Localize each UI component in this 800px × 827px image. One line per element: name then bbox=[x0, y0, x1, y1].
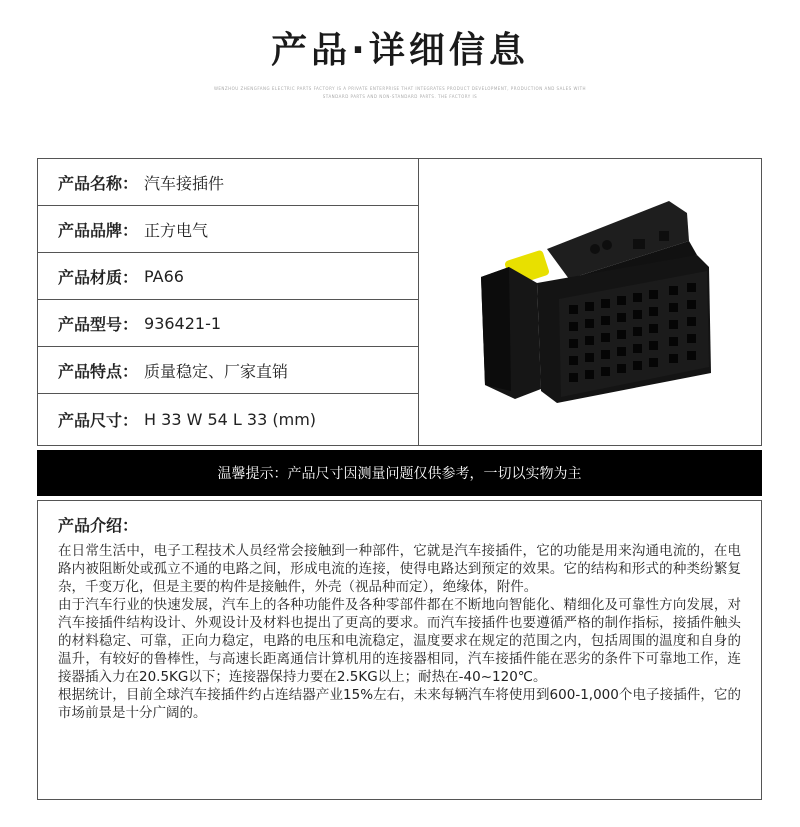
intro-paragraph: 根据统计，目前全球汽车接插件约占连结器产业15%左右，未来每辆汽车将使用到600-1,000个电子接插件，它的市场前景是十分广阔的。 bbox=[58, 687, 741, 721]
page-subtitle-line2: STANDARD PARTS AND NON-STANDARD PARTS. THE FACTORY IS bbox=[322, 94, 478, 99]
spec-row-features bbox=[38, 347, 418, 394]
spec-table bbox=[37, 158, 762, 446]
intro-paragraph: 在日常生活中，电子工程技术人员经常会接触到一种部件，它就是汽车接插件，它的功能是用来沟通电流的，在电路内被阻断处或孤立不通的电路之间，形成电流的连接，使得电路达到预定的效果。它的结构和形式的种类纷繁复杂，千变万化，但是主要的构件是接触件，外壳（视品种而定），绝缘体，附件。 bbox=[58, 543, 741, 595]
spec-rows bbox=[38, 159, 419, 445]
spec-label: 产品尺寸： bbox=[58, 411, 139, 430]
notice-banner: 温馨提示：产品尺寸因测量问题仅供参考，一切以实物为主 bbox=[37, 450, 762, 496]
page-subtitle-line1: WENZHOU ZHENGFANG ELECTRIC PARTS FACTORY IS A PRIVATE ENTERPRISE THAT INTEGRATES PRODUCT DEVELOPMENT, PRODUCTION AND SALES WITH bbox=[213, 86, 587, 91]
spec-value: H 33 W 54 L 33 (mm) bbox=[144, 410, 317, 429]
page-title: 产品·详细信息 bbox=[271, 30, 529, 71]
spec-value: 正方电气 bbox=[144, 220, 209, 240]
intro-paragraph: 由于汽车行业的快速发展，汽车上的各种功能件及各种零部件都在不断地向智能化、精细化及可靠性方向发展，对汽车接插件结构设计、外观设计及材料也提出了更高的要求。而汽车接插件也要遵循严格的制作指标，接插件触头的材料稳定、可靠，正向力稳定，电路的电压和电流稳定，温度要求在规定的范围之内，包括周围的温度和自身的温升，有较好的鲁棒性，与高速长距离通信计算机用的连接器相同，汽车接插件能在恶劣的条件下可靠地工作，连接器插入力在20.5KG以下；连接器保持力要在2.5KG以上；耐热在-40~120℃。 bbox=[58, 597, 741, 685]
spec-label: 产品名称： bbox=[58, 173, 139, 193]
spec-row-brand bbox=[38, 206, 418, 253]
spec-value: 汽车接插件 bbox=[144, 173, 225, 193]
spec-label: 产品型号： bbox=[58, 314, 139, 334]
connector-photo-icon bbox=[419, 159, 763, 445]
spec-label: 产品材质： bbox=[58, 267, 139, 287]
spec-row-size bbox=[38, 394, 418, 445]
spec-value: 质量稳定、厂家直销 bbox=[144, 361, 289, 381]
spec-row-model bbox=[38, 300, 418, 347]
product-intro bbox=[37, 500, 762, 800]
spec-row-name bbox=[38, 159, 418, 206]
spec-row-material bbox=[38, 253, 418, 300]
spec-label: 产品品牌： bbox=[58, 220, 139, 240]
spec-label: 产品特点： bbox=[58, 361, 139, 381]
spec-value: 936421-1 bbox=[144, 313, 222, 333]
product-image bbox=[419, 159, 761, 445]
intro-title: 产品介绍： bbox=[58, 516, 139, 535]
spec-value: PA66 bbox=[144, 266, 184, 286]
